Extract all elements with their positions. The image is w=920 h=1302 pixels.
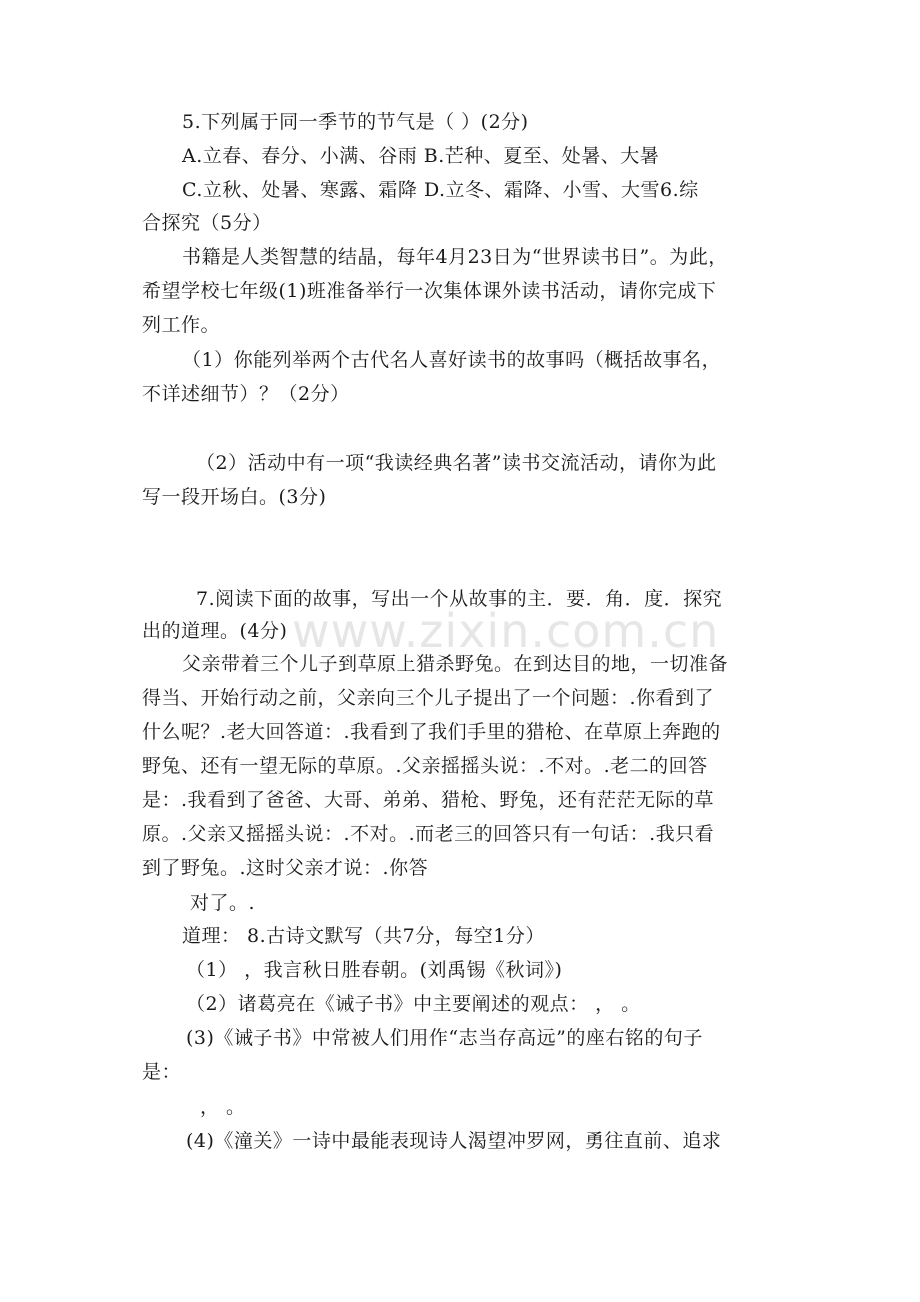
text-line: （2）活动中有一项“我读经典名著”读书交流活动，请你为此: [196, 452, 717, 474]
text-line: 合探究（5分）: [142, 212, 272, 234]
text-line: 原。.父亲又摇摇头说：.不对。.而老三的回答只有一句话：.我只看: [142, 823, 715, 845]
text-line: （1） ，我言秋日胜春朝。(刘禹锡《秋词》): [186, 959, 563, 981]
text-line: A.立春、春分、小满、谷雨 B.芒种、夏至、处暑、大暑: [182, 145, 660, 167]
text-line: ， 。: [200, 1096, 246, 1118]
text-line: 到了野兔。.这时父亲才说：.你答: [142, 857, 429, 879]
text-line: 希望学校七年级(1)班准备举行一次集体课外读书活动，请你完成下: [142, 280, 717, 302]
text-line: 得当、开始行动之前，父亲向三个儿子提出了一个问题：.你看到了: [142, 687, 715, 709]
text-line: (4)《潼关》一诗中最能表现诗人渴望冲罗网，勇往直前、追求: [186, 1130, 722, 1152]
text-line: 列工作。: [142, 314, 221, 336]
text-line: 出的道理。(4分): [142, 620, 288, 642]
text-line: (3)《诫子书》中常被人们用作“志当存高远”的座右铭的句子: [186, 1027, 703, 1049]
text-line: C.立秋、处暑、寒露、霜降 D.立冬、霜降、小雪、大雪6.综: [182, 179, 699, 201]
text-line: （1）你能列举两个古代名人喜好读书的故事吗（概括故事名，: [182, 349, 722, 371]
text-line: 书籍是人类智慧的结晶，每年4月23日为“世界读书日”。为此，: [182, 246, 728, 268]
text-line: 什么呢？.老大回答道：.我看到了我们手里的猎枪、在草原上奔跑的: [142, 721, 721, 743]
text-line: 道理： 8.古诗文默写（共7分，每空1分）: [182, 925, 545, 947]
text-line: 是：.我看到了爸爸、大哥、弟弟、猎枪、野兔，还有茫茫无际的草: [142, 789, 715, 811]
text-line: 写一段开场白。(3分): [142, 486, 327, 508]
text-line: 野兔、还有一望无际的草原。.父亲摇摇头说：.不对。.老二的回答: [142, 755, 708, 777]
text-line: 7.阅读下面的故事，写出一个从故事的主．要．角．度．探究: [196, 588, 723, 610]
text-line: 不详述细节）？（2分）: [142, 383, 350, 405]
text-line: 父亲带着三个儿子到草原上猎杀野兔。在到达目的地，一切准备: [182, 653, 729, 675]
text-line: （2）诸葛亮在《诫子书》中主要阐述的观点： ， 。: [186, 993, 641, 1015]
text-line: 对了。.: [190, 892, 256, 914]
text-line: 5.下列属于同一季节的节气是（ ）(2分): [182, 111, 529, 133]
text-line: 是：: [142, 1061, 182, 1083]
watermark: www.zixin.com.cn: [292, 604, 720, 658]
